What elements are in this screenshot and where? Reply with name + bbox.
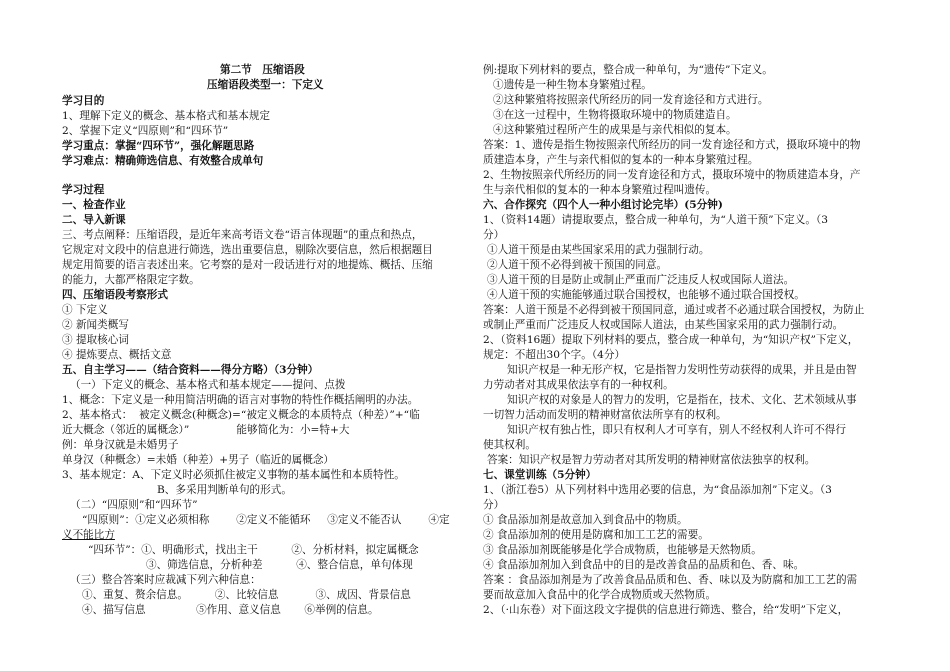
left-text-line: ③ 提取核心词	[62, 334, 129, 346]
right-text-line: ①人道干预是由某些国家采用的武力强制行动。	[487, 244, 710, 256]
left-text-line: 四、压缩语段考察形式	[62, 289, 168, 301]
right-text-line: 例:提取下列材料的要点，整合成一种单句，为“遗传”下定义。	[483, 64, 773, 76]
right-text-line: ①遗传是一种生物本身繁殖过程。	[493, 79, 652, 91]
left-text-line: （一）下定义的概念、基本格式和基本规定——提问、点拨	[70, 379, 346, 391]
left-text-line: ①、重复、赘余信息。 ②、比较信息 ③、成因、背景信息	[82, 589, 411, 601]
left-text-line: （二）“四原则”和“四环节”	[70, 499, 198, 511]
left-text-line: 压缩语段类型一：下定义	[207, 79, 324, 91]
left-text-line: ③、筛选信息，分析种差 ④、整合信息，单句体现	[146, 559, 413, 571]
right-text-line: 七、课堂训练（5分钟）	[483, 469, 597, 481]
right-text-line: 质建造本身，产生与亲代相似的复本的一种本身繁殖过程。	[483, 154, 759, 166]
left-text-line: 2、基本格式： 被定义概念(种概念)=“被定义概念的本质特点（种差）”+“临	[62, 409, 420, 421]
right-text-line: 生与亲代相似的复本的一种本身繁殖过程叫遗传。	[483, 184, 717, 196]
left-text-line: 1、概念：下定义是一种用简洁明确的语言对事物的特性作概括阐明的办法。	[62, 394, 419, 406]
right-text-line: 使其权利。	[483, 439, 536, 451]
right-text-line: ③在这一过程中，生物将摄取环境中的物质建造自。	[493, 109, 737, 121]
left-text-line: ① 下定义	[62, 304, 108, 316]
left-text-line: 单身汉（种概念）=未婚（种差）+男子（临近的属概念）	[62, 454, 335, 466]
right-text-line: 答案 ：食品添加剂是为了改善食品品质和色、香、味以及为防腐和加工工艺的需	[483, 574, 858, 586]
right-text-line: ③人道干预的目是防止或制止严重而广泛违反人权或国际人道法。	[487, 274, 795, 286]
right-text-line: 六、合作探究（四个人一种小组讨论完毕）(5分钟)	[483, 199, 723, 211]
right-text-line: ②这种繁殖将按照亲代所经历的同一发育途径和方式进行。	[493, 94, 769, 106]
left-text-line: 近大概念（邻近的属概念）” 能够简化为：小=特+大	[62, 424, 350, 436]
left-text-line: 的能力，大都严格限定字数。	[62, 274, 200, 286]
right-text-line: ③ 食品添加剂既能够是化学合成物质，也能够是天然物质。	[483, 544, 762, 556]
left-text-line: 一、检查作业	[62, 199, 126, 211]
right-text-line: 分）	[483, 499, 505, 511]
left-text-line: 学习难点：精确筛选信息、有效整合成单句	[62, 155, 264, 167]
right-text-line: 2、（·山东卷）对下面这段文字提供的信息进行筛选、整合，给“发明”下定义，	[483, 604, 849, 616]
left-text-line: 它规定对文段中的信息进行筛选，选出重要信息，剔除次要信息，然后根据题目	[62, 244, 433, 256]
right-text-line: 2、（资料16题）提取下列材料的要点，整合成一种单句，为“知识产权”下定义，	[483, 334, 859, 346]
left-text-line: 2、掌握下定义“四原则”和“四环节”	[62, 125, 229, 137]
left-text-line: 例：单身汉就是未婚男子	[62, 439, 179, 451]
right-text-line: 答案：知识产权是智力劳动者对其所发明的精神财富依法独享的权利。	[487, 454, 816, 466]
left-text-line: （三）整合答案时应裁减下列六种信息：	[70, 574, 261, 586]
right-text-line: 或制止严重而广泛违反人权或国际人道法，由某些国家采用的武力强制行动。	[483, 319, 844, 331]
left-text-line: 学习过程	[62, 184, 105, 196]
right-text-line: 知识产权有独占性，即只有权利人才可享有，别人不经权利人许可不得行	[507, 424, 846, 436]
left-text-line: 三、考点阐释：压缩语段，是近年来高考语文卷“语言体现题”的重点和热点，	[62, 229, 423, 241]
right-text-line: 1、（浙江卷5）从下列材料中选用必要的信息，为“食品添加剂”下定义。（3	[483, 484, 832, 496]
right-text-line: 要而故意加入食品中的化学合成物质或天然物质。	[483, 589, 717, 601]
right-text-line: 一切智力活动而发明的精神财富依法所享有的权利。	[483, 409, 727, 421]
right-text-line: 力劳动者对其成果依法享有的一种权利。	[483, 379, 674, 391]
left-text-line: 1、理解下定义的概念、基本格式和基本规定	[62, 110, 271, 122]
left-text-line: 第二节 压缩语段	[220, 64, 305, 76]
left-text-line: B、多采用判断单句的形式。	[157, 484, 292, 496]
right-text-line: ④ 食品添加剂加入到食品中的目的是改善食品的品质和色、香、味。	[483, 559, 805, 571]
left-text-line: ② 新闻类概写	[62, 319, 129, 331]
left-text-line: 义不能比方	[62, 529, 115, 541]
right-text-line: ④这种繁殖过程所产生的成果是与亲代相似的复本。	[493, 124, 737, 136]
right-text-line: 分）	[483, 229, 505, 241]
left-text-line: ④、描写信息 ⑤作用、意义信息 ⑥举例的信息。	[82, 604, 379, 616]
left-text-line: 3、基本规定：A、下定义时必须抓住被定义事物的基本属性和本质特性。	[62, 469, 405, 481]
right-text-line: 知识产权的对象是人的智力的发明，它是指在，技术、文化、艺术领域从事	[507, 394, 857, 406]
left-text-line: “四环节”：①、明确形式，找出主干 ②、分析材料，拟定属概念	[88, 544, 419, 556]
right-text-line: ②人道干预不必得到被干预国的同意。	[487, 259, 668, 271]
right-text-line: 规定：不超出30个字。（4分）	[483, 349, 626, 361]
left-text-line: “四原则”：①定义必须相称 ②定义不能循环 ③定义不能否认 ④定	[82, 514, 450, 526]
right-text-line: 答案：人道干预是不必得到被干预国同意，通过或者不必通过联合国授权，为防止	[483, 304, 865, 316]
left-text-line: 二、导入新课	[62, 214, 126, 226]
right-text-line: 2、生物按照亲代所经历的同一发育途径和方式，摄取环境中的物质建造本身，产	[483, 169, 861, 181]
right-text-line: 答案：1、遗传是指生物按照亲代所经历的同一发育途径和方式，摄取环境中的物	[483, 139, 861, 151]
left-text-line: 五、自主学习——（结合资料——得分方略）（3分钟）	[62, 364, 319, 376]
right-text-line: 知识产权是一种无形产权，它是指智力发明性劳动获得的成果，并且是由智	[507, 364, 857, 376]
right-text-line: ① 食品添加剂是故意加入到食品中的物质。	[483, 514, 688, 526]
left-text-line: 学习重点：掌握“四环节”，强化解题思路	[62, 140, 255, 152]
right-text-line: ④人道干预的实施能够通过联合国授权，也能够不通过联合国授权。	[487, 289, 805, 301]
right-text-line: ② 食品添加剂的使用是防腐和加工工艺的需要。	[483, 529, 709, 541]
right-text-line: 1、（资料14题）请提取要点，整合成一种单句，为“人道干预”下定义。（3	[483, 214, 829, 226]
left-text-line: 学习目的	[62, 95, 105, 107]
left-text-line: 规定用简要的语言表述出来。它考察的是对一段话进行对的地提炼、概括、压缩	[62, 259, 433, 271]
left-text-line: ④ 提炼要点、概括文意	[62, 349, 172, 361]
